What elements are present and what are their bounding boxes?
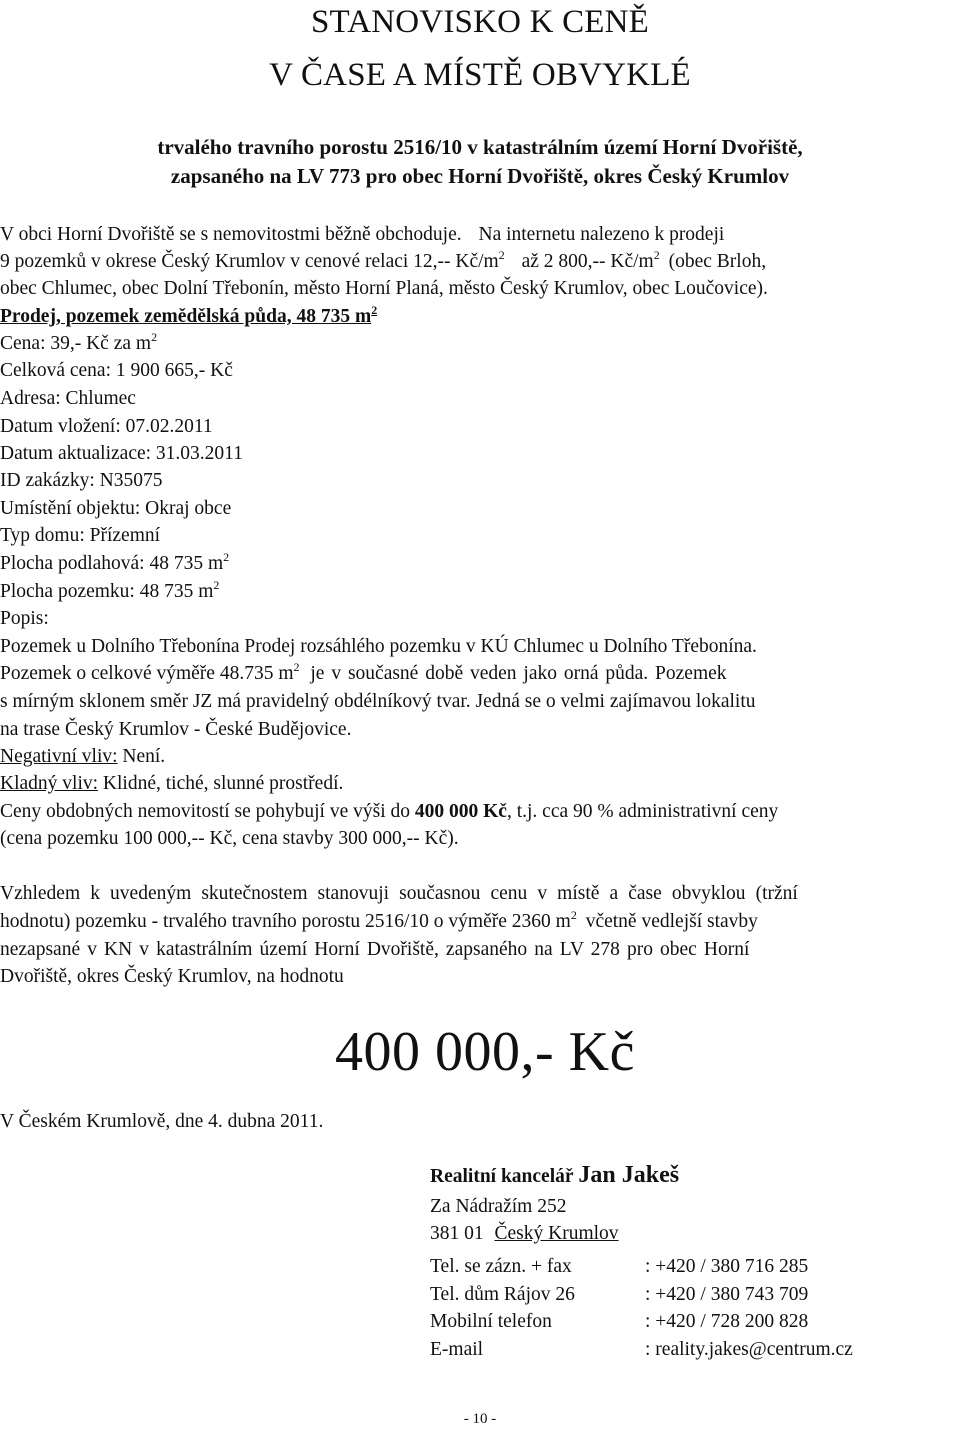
intro-price-range-start: 9 pozemků v okrese Český Krumlov v cenové relaci 12,-- Kč/m <box>0 251 499 272</box>
listing-price-per-m2 <box>0 330 157 357</box>
agency-street: Za Nádražím 252 <box>430 1196 567 1217</box>
listing-id: ID zakázky: N35075 <box>0 470 163 491</box>
listing-address: Adresa: Chlumec <box>0 388 136 409</box>
negative-influence-label: Negativní vliv: <box>0 746 118 767</box>
document-subtitle-line-2: zapsaného na LV 773 pro obec Horní Dvořiště, okres Český Krumlov <box>170 164 790 188</box>
listing-land-area-text: Plocha pozemku: 48 735 m <box>0 581 214 602</box>
listing-description-line-1: Pozemek u Dolního Třebonína Prodej rozsáhlého pozemku v KÚ Chlumec u Dolního Třebonína. <box>0 636 757 657</box>
superscript: 2 <box>371 303 378 317</box>
listing-updated-date: Datum aktualizace: 31.03.2011 <box>0 443 243 464</box>
negative-influence-value: Není. <box>122 746 166 767</box>
page-number: - 10 - <box>463 1411 497 1427</box>
listing-location: Umístění objektu: Okraj obce <box>0 498 232 519</box>
listing-total-price: Celková cena: 1 900 665,- Kč <box>0 360 233 381</box>
document-title-line-1: STANOVISKO K CENĚ <box>310 4 650 40</box>
intro-line-3: obec Chlumec, obec Dolní Třebonín, město Horní Planá, město Český Krumlov, obec Loučovice). <box>0 278 768 299</box>
listing-land-area <box>0 578 219 605</box>
contact-label-email: E-mail <box>430 1339 484 1360</box>
listing-price-per-m2-text: Cena: 39,- Kč za m <box>0 333 152 354</box>
listing-floor-area <box>0 550 229 577</box>
place-and-date: V Českém Krumlově, dne 4. dubna 2011. <box>0 1111 324 1132</box>
agency-zip: 381 01 <box>430 1223 484 1244</box>
listing-house-type: Typ domu: Přízemní <box>0 525 161 546</box>
conclusion-building: včetně vedlejší stavby <box>585 911 758 932</box>
document-title-line-2: V ČASE A MÍSTĚ OBVYKLÉ <box>269 57 691 93</box>
listing-description-line-3: s mírným sklonem směr JZ má pravidelný obdélníkový tvar. Jedná se o velmi zajímavou lokalitu <box>0 691 756 712</box>
superscript: 2 <box>653 248 660 262</box>
comparable-prices-ratio: , t.j. cca 90 % administrativní ceny <box>506 801 779 822</box>
listing-heading <box>0 303 377 330</box>
superscript: 2 <box>498 248 505 262</box>
listing-description-line-4: na trase Český Krumlov - České Budějovice. <box>0 719 352 740</box>
contact-value-mobile[interactable]: : +420 / 728 200 828 <box>645 1311 809 1332</box>
agency-city-line <box>430 1220 619 1247</box>
positive-influence <box>0 770 343 797</box>
contact-value-email[interactable]: : reality.jakes@centrum.cz <box>645 1339 853 1360</box>
document-subtitle-line-1: trvalého travního porostu 2516/10 v katastrálním území Horní Dvořiště, <box>157 135 803 159</box>
contact-value-phone-fax[interactable]: : +420 / 380 716 285 <box>645 1256 809 1277</box>
agency-city: Český Krumlov <box>494 1223 619 1244</box>
listing-description-area: Pozemek o celkové výměře 48.735 m <box>0 663 294 684</box>
listing-heading-text: Prodej, pozemek zemědělská půda, 48 735 m <box>0 306 372 327</box>
agency-name-prefix: Realitní kancelář <box>430 1166 574 1187</box>
superscript: 2 <box>293 660 300 674</box>
listing-inserted-date: Datum vložení: 07.02.2011 <box>0 416 213 437</box>
conclusion-line-1: Vzhledem k uvedeným skutečnostem stanovuji současnou cenu v místě a čase obvyklou (tržní <box>0 883 798 904</box>
superscript: 2 <box>570 908 577 922</box>
intro-location-start: (obec Brloh, <box>668 251 767 272</box>
comparable-prices-text: Ceny obdobných nemovitostí se pohybují ve výši do <box>0 801 411 822</box>
intro-sentence-2: Na internetu nalezeno k prodeji <box>478 224 725 245</box>
negative-influence <box>0 743 165 770</box>
listing-description-usage: je v současné době veden jako orná půda. Pozemek <box>310 663 727 684</box>
conclusion-line-4: Dvořiště, okres Český Krumlov, na hodnotu <box>0 966 344 987</box>
comparable-prices-line-2: (cena pozemku 100 000,-- Kč, cena stavby 300 000,-- Kč). <box>0 828 459 849</box>
listing-description-label: Popis: <box>0 608 49 629</box>
positive-influence-value: Klidné, tiché, slunné prostředí. <box>102 773 344 794</box>
comparable-prices-line-1 <box>0 798 778 825</box>
contact-label-home-phone: Tel. dům Rájov 26 <box>430 1284 575 1305</box>
superscript: 2 <box>213 578 220 592</box>
listing-floor-area-text: Plocha podlahová: 48 735 m <box>0 553 224 574</box>
comparable-prices-amount: 400 000 Kč <box>414 801 507 822</box>
listing-description-line-2 <box>0 660 727 687</box>
superscript: 2 <box>223 550 230 564</box>
superscript: 2 <box>151 330 158 344</box>
contact-label-mobile: Mobilní telefon <box>430 1311 552 1332</box>
intro-line-1 <box>0 221 955 248</box>
contact-value-home-phone[interactable]: : +420 / 380 743 709 <box>645 1284 809 1305</box>
positive-influence-label: Kladný vliv: <box>0 773 99 794</box>
conclusion-line-3: nezapsané v KN v katastrálním území Horní Dvořiště, zapsaného na LV 278 pro obec Horní <box>0 939 750 960</box>
agency-person: Jan Jakeš <box>578 1162 680 1188</box>
final-price: 400 000,- Kč <box>335 1021 635 1083</box>
intro-price-range-end: až 2 800,-- Kč/m <box>521 251 654 272</box>
contact-label-phone-fax: Tel. se zázn. + fax <box>430 1256 572 1277</box>
agency-name <box>430 1162 679 1190</box>
conclusion-line-2 <box>0 908 758 935</box>
conclusion-area: hodnotu) pozemku - trvalého travního porostu 2516/10 o výměře 2360 m <box>0 911 571 932</box>
intro-sentence-1: V obci Horní Dvořiště se s nemovitostmi běžně obchoduje. <box>0 224 462 245</box>
intro-line-2 <box>0 248 766 275</box>
